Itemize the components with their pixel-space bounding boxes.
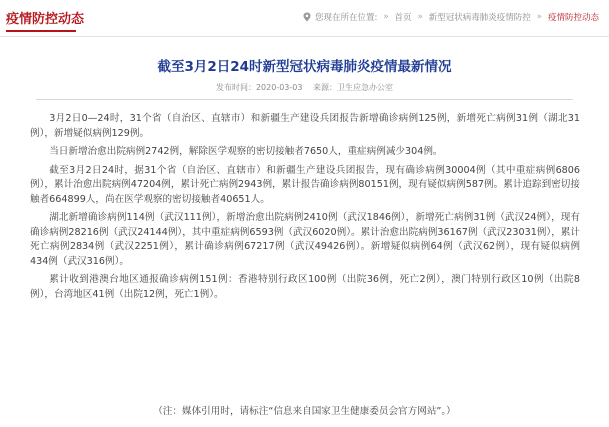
breadcrumb-home-link[interactable]: 首页: [394, 13, 412, 23]
article-paragraph: 截至3月2日24时，据31个省（自治区、直辖市）和新疆生产建设兵团报告，现有确诊病例30004例（其中重症病例6806例），累计治愈出院病例47204例，累计死亡病例2943例，累计报告确诊病例80151例，现有疑似病例587例。累计追踪到密切接触者664899人，尚在医学观察的密切接触者40651人。: [30, 164, 580, 205]
article-paragraph: 当日新增治愈出院病例2742例，解除医学观察的密切接触者7650人，重症病例减少304例。: [49, 146, 443, 157]
title-divider: [36, 99, 573, 100]
article-title: 截至3月2日24时新型冠状病毒肺炎疫情最新情况: [157, 59, 452, 75]
breadcrumb-prefix: 您现在所在位置:: [314, 13, 378, 23]
breadcrumb-separator: »: [536, 12, 542, 22]
location-pin-icon: [302, 12, 312, 22]
publish-date: 发布时间：2020-03-03: [215, 83, 303, 92]
section-title: 疫情防控动态: [6, 12, 85, 27]
article-paragraph: 湖北新增确诊病例114例（武汉111例），新增治愈出院病例2410例（武汉1846例），新增死亡病例31例（武汉24例），现有确诊病例28216例（武汉24144例），其中重症病例6593例（武汉6020例）。累计治愈出院病例36167例（武汉23031例），累计死亡病例2834例（武汉2251例），累计确诊病例67217例（武汉49426例）。新增疑似病例64例（武汉62例），现有疑似病例434例（武汉316例）。: [30, 212, 580, 267]
article-paragraph: 3月2日0—24时，31个省（自治区、直辖市）和新疆生产建设兵团报告新增确诊病例125例，新增死亡病例31例（湖北31例），新增疑似病例129例。: [30, 113, 580, 139]
top-bar: [0, 0, 609, 37]
breadcrumb-separator: »: [417, 12, 423, 22]
breadcrumb-separator: »: [383, 12, 389, 22]
section-title-underline: [6, 30, 76, 32]
article-meta: [0, 82, 609, 93]
breadcrumb: [302, 11, 599, 23]
citation-note: （注：媒体引用时，请标注“信息来自国家卫生健康委员会官方网站”。）: [153, 406, 456, 417]
article-body: [30, 112, 580, 306]
article-source: 来源：卫生应急办公室: [313, 83, 394, 92]
breadcrumb-current-link[interactable]: 疫情防控动态: [547, 13, 599, 23]
breadcrumb-parent-link[interactable]: 新型冠状病毒肺炎疫情防控: [428, 13, 531, 23]
article-paragraph: 累计收到港澳台地区通报确诊病例151例：香港特别行政区100例（出院36例，死亡2例），澳门特别行政区10例（出院8例），台湾地区41例（出院12例，死亡1例）。: [30, 274, 580, 300]
